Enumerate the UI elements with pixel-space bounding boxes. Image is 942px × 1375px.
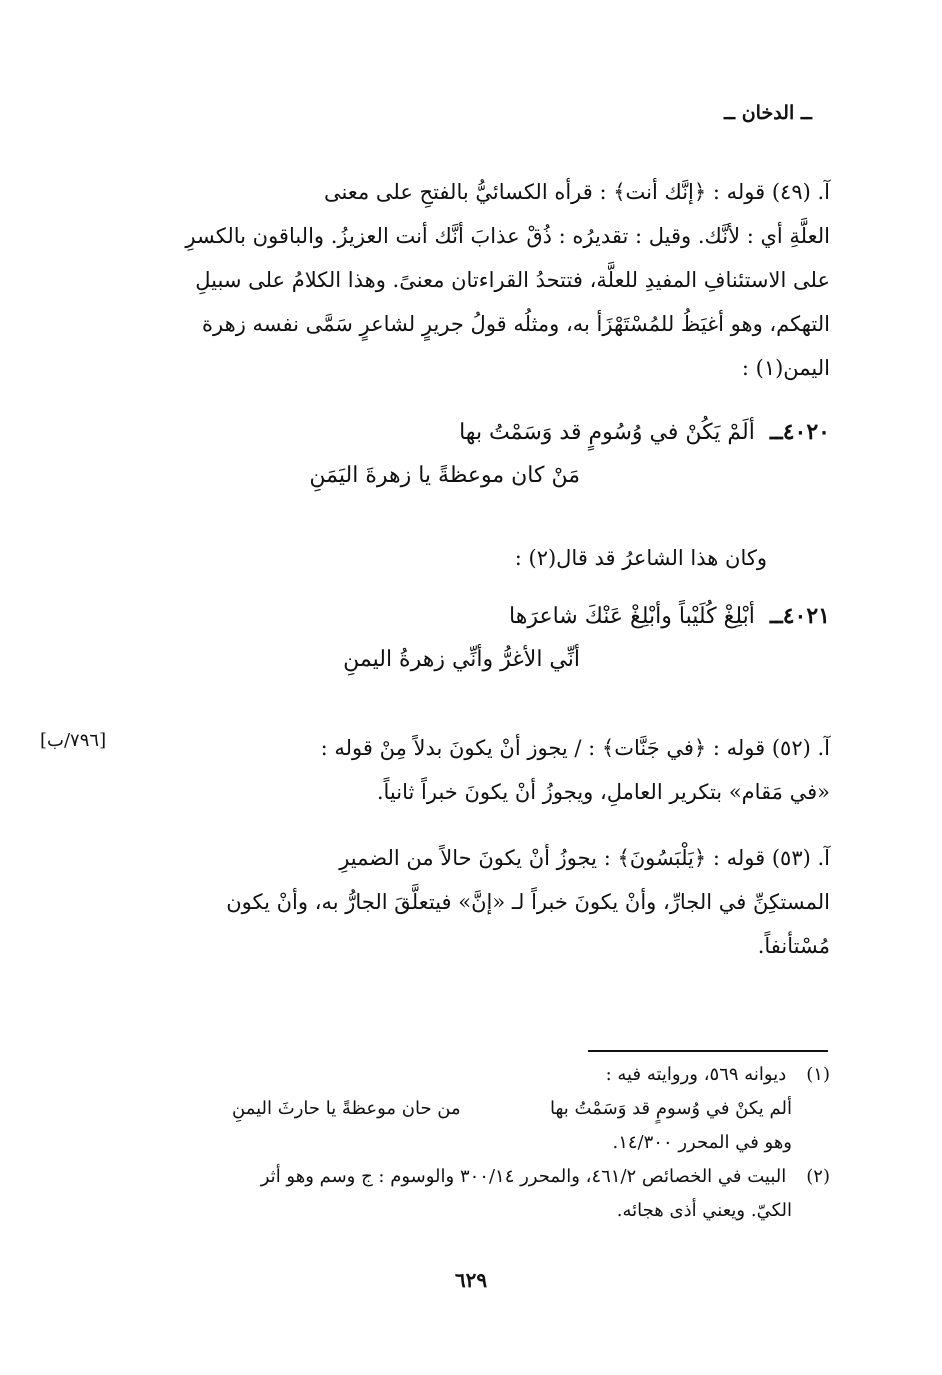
footnote-2: [110, 1160, 830, 1194]
entry-52-line-1: آ. (٥٢) قوله : ﴿في جَنَّات﴾ : / يجوز أنْ يكونَ بدلاً مِنْ قوله :: [320, 736, 830, 760]
verse-number: ٤٠٢١ــ: [769, 603, 830, 629]
verse-4020-line-2: [110, 454, 830, 498]
verse-hemistich-2: أنِّي الأغرُّ وأنِّي زهرةُ اليمنِ: [343, 647, 580, 672]
footnote-verse-hemistich-2: من حان موعظةً يا حارثَ اليمنِ: [232, 1098, 461, 1119]
entry-49: [110, 170, 830, 390]
footnote-verse-hemistich-1: ألم يكنْ في وُسومٍ قد وَسَمْتُ بها: [550, 1098, 792, 1119]
entry-52-line-2: «في مَقام» بتكرير العاملِ، ويجوزُ أنْ يكونَ خبراً ثانياً.: [376, 780, 830, 804]
entry-49-line-5: اليمن(١) :: [741, 356, 830, 380]
verse-4020: [110, 410, 830, 498]
entry-49-line-2: العلَّةِ أي : لأنَّك. وقيل : تقديرُه : ذُقْ عذابَ أنَّك أنت العزيزُ. والباقون بالكسرِ: [185, 224, 830, 248]
entry-53-line-2: المستكِنِّ في الجارِّ، وأنْ يكونَ خبراً لـ «إنَّ» فيتعلَّقَ الجارُّ به، وأنْ يكون: [226, 890, 830, 914]
page-number: ٦٢٩: [454, 1268, 488, 1292]
entry-53: [110, 836, 830, 968]
entry-49-line-4: التهكم، وهو أغيَظُ للمُسْتَهْزَأ به، ومثلُه قولُ جريرٍ لشاعرٍ سَمَّى نفسه زهرة: [202, 312, 830, 336]
verse-4021-intro: وكان هذا الشاعرُ قد قال(٢) :: [514, 546, 767, 570]
footnote-text: البيت في الخصائص ٤٦١/٢، والمحرر ٣٠٠/١٤ والوسوم : ج وسم وهو أثر: [260, 1166, 787, 1187]
verse-hemistich-2: مَنْ كان موعظةً يا زهرةَ اليَمَنِ: [309, 463, 580, 488]
verse-number: ٤٠٢٠ــ: [769, 419, 830, 445]
footnote-1-verse: [110, 1092, 830, 1126]
running-header: ــ الدخان ــ: [723, 102, 812, 124]
footnote-number: (٢): [806, 1166, 830, 1187]
footnote-separator: [588, 1050, 828, 1052]
verse-hemistich-1: ألَمْ يَكُنْ في وُسُومٍ قد وَسَمْتُ بها: [459, 420, 755, 445]
footnote-number: (١): [806, 1064, 830, 1085]
verse-4021: [110, 594, 830, 682]
entry-52: [110, 726, 830, 814]
footnote-1-line-3: وهو في المحرر ١٤/٣٠٠.: [612, 1132, 792, 1153]
entry-49-line-1: آ. (٤٩) قوله : ﴿إنَّك أنت﴾ : قرأه الكسائيُّ بالفتحِ على معنى: [323, 180, 830, 204]
margin-folio-note: [٧٩٦/ب]: [40, 730, 107, 751]
entry-53-line-1: آ. (٥٣) قوله : ﴿يَلْبَسُونَ﴾ : يجوزُ أنْ يكونَ حالاً من الضميرِ: [339, 846, 830, 870]
verse-4021-line-1: [110, 594, 830, 638]
footnotes: [110, 1058, 830, 1228]
verse-4020-line-1: [110, 410, 830, 454]
footnote-text: ديوانه ٥٦٩، وروايته فيه :: [605, 1064, 787, 1085]
entry-49-line-3: على الاستئنافِ المفيدِ للعلَّة، فتتحدُ القراءتان معنىً. وهذا الكلامُ على سبيلِ: [195, 268, 830, 292]
verse-hemistich-1: أبْلِغْ كُلَيْباً وأبْلِغْ عَنْكَ شاعرَها: [509, 604, 755, 629]
entry-53-line-3: مُسْتأنفاً.: [757, 934, 830, 958]
footnote-1: [110, 1058, 830, 1092]
footnote-2-line-2: الكيّ. ويعني أذى هجائه.: [616, 1200, 792, 1221]
verse-4021-line-2: [110, 638, 830, 682]
